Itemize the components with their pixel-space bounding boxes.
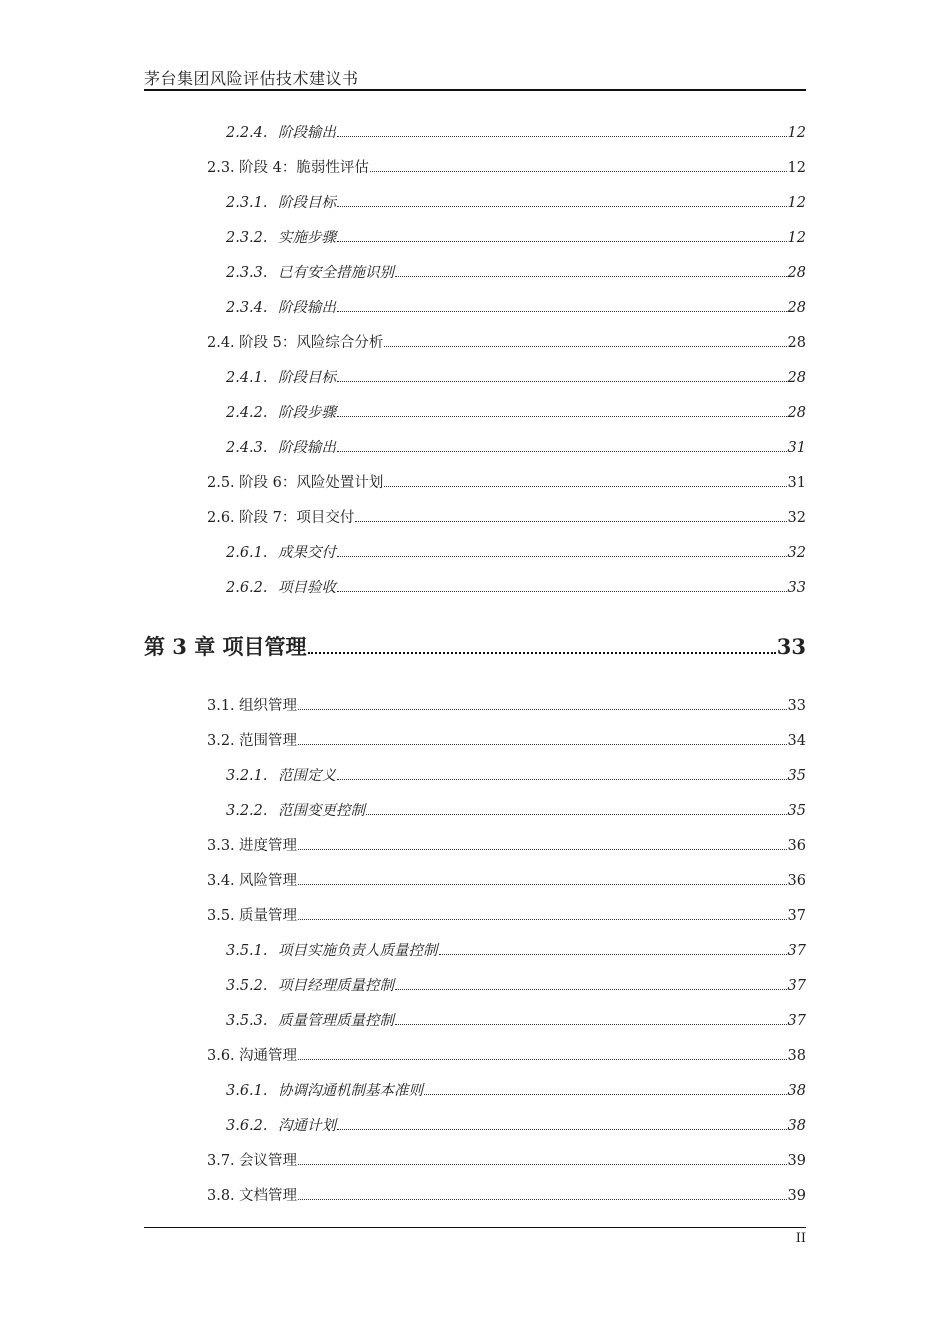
toc-entry-page: 34	[787, 733, 806, 749]
toc-entry-page: 28	[787, 405, 806, 421]
toc-entry-number: 3.2.	[207, 733, 235, 749]
toc-entry[interactable]	[226, 401, 806, 423]
toc-entry-title: 已有安全措施识别	[278, 265, 394, 281]
toc-entry[interactable]	[207, 904, 806, 926]
toc-entry-page: 39	[787, 1188, 806, 1204]
footer-rule	[144, 1227, 806, 1228]
toc-entry-title: 范围定义	[278, 768, 336, 784]
toc-entry-page: 32	[787, 510, 806, 526]
toc-entry-page: 36	[787, 873, 806, 889]
toc-entry-title: 阶段输出	[278, 125, 336, 141]
toc-dot-leader	[337, 1128, 787, 1130]
toc-dot-leader	[355, 520, 786, 522]
toc-entry[interactable]	[226, 1009, 806, 1031]
toc-entry-number: 2.3.3.	[226, 265, 268, 281]
toc-entry-page: 38	[787, 1048, 806, 1064]
toc-entry-title: 阶段步骤	[278, 405, 336, 421]
toc-dot-leader	[337, 380, 787, 382]
toc-dot-leader	[337, 310, 787, 312]
toc-entry-title: 阶段目标	[278, 370, 336, 386]
toc-entry-number: 3.5.2.	[226, 978, 268, 994]
toc-entry[interactable]	[207, 694, 806, 716]
toc-entry[interactable]	[207, 869, 806, 891]
toc-entry-title: 项目经理质量控制	[278, 978, 394, 994]
toc-entry[interactable]	[207, 1044, 806, 1066]
toc-dot-leader	[298, 918, 787, 920]
toc-entry-page: 28	[787, 265, 806, 281]
toc-entry-title: 质量管理	[239, 908, 297, 924]
toc-entry-number: 2.5.	[207, 475, 235, 491]
toc-entry-page: 28	[787, 335, 806, 351]
toc-entry-number: 2.4.2.	[226, 405, 268, 421]
toc-entry-title: 阶段输出	[278, 300, 336, 316]
toc-entry[interactable]	[226, 436, 806, 458]
toc-entry-title: 沟通计划	[278, 1118, 336, 1134]
toc-entry-page: 33	[787, 698, 806, 714]
toc-dot-leader	[384, 485, 786, 487]
toc-entry-title: 组织管理	[239, 698, 297, 714]
toc-entry-page: 33	[776, 634, 806, 659]
toc-dot-leader	[298, 848, 787, 850]
toc-entry-number: 3.4.	[207, 873, 235, 889]
toc-entry[interactable]	[207, 156, 806, 178]
toc-dot-leader	[298, 1163, 787, 1165]
toc-entry-title: 进度管理	[239, 838, 297, 854]
toc-dot-leader	[337, 555, 787, 557]
toc-entry[interactable]	[207, 331, 806, 353]
toc-entry-page: 28	[787, 300, 806, 316]
toc-dot-leader	[439, 953, 787, 955]
toc-dot-leader	[395, 988, 787, 990]
toc-entry[interactable]	[207, 834, 806, 856]
toc-entry-number: 3.1.	[207, 698, 235, 714]
toc-entry-title: 范围管理	[239, 733, 297, 749]
toc-entry-number: 2.4.	[207, 335, 235, 351]
toc-entry-title: 质量管理质量控制	[278, 1013, 394, 1029]
toc-dot-leader	[298, 883, 787, 885]
toc-dot-leader	[298, 743, 787, 745]
toc-entry-title: 文档管理	[239, 1188, 297, 1204]
toc-entry-number: 3.6.1.	[226, 1083, 268, 1099]
toc-chapter-entry[interactable]	[144, 631, 806, 661]
footer-page-number: II	[795, 1231, 806, 1246]
toc-entry[interactable]	[226, 541, 806, 563]
toc-entry[interactable]	[226, 1114, 806, 1136]
toc-dot-leader	[308, 651, 776, 654]
toc-dot-leader	[384, 345, 786, 347]
toc-entry-page: 38	[787, 1118, 806, 1134]
toc-entry-number: 2.4.1.	[226, 370, 268, 386]
toc-dot-leader	[366, 813, 787, 815]
toc-entry[interactable]	[226, 939, 806, 961]
toc-entry-page: 35	[787, 803, 806, 819]
toc-dot-leader	[298, 1058, 787, 1060]
header-rule	[144, 89, 806, 91]
toc-entry-page: 12	[787, 160, 806, 176]
toc-entry-title: 项目实施负责人质量控制	[278, 943, 438, 959]
toc-entry-title: 阶段 5：风险综合分析	[239, 335, 384, 351]
toc-dot-leader	[337, 778, 787, 780]
toc-entry-title: 协调沟通机制基本准则	[278, 1083, 423, 1099]
toc-entry-page: 32	[787, 545, 806, 561]
toc-entry-number: 2.4.3.	[226, 440, 268, 456]
toc-entry[interactable]	[226, 226, 806, 248]
toc-entry-number: 3.5.3.	[226, 1013, 268, 1029]
toc-entry-page: 36	[787, 838, 806, 854]
toc-dot-leader	[337, 415, 787, 417]
toc-entry-page: 28	[787, 370, 806, 386]
toc-entry-page: 33	[787, 580, 806, 596]
toc-entry-title: 实施步骤	[278, 230, 336, 246]
toc-entry-number: 2.3.	[207, 160, 235, 176]
toc-entry[interactable]	[226, 296, 806, 318]
toc-entry-page: 37	[787, 978, 806, 994]
toc-dot-leader	[337, 240, 787, 242]
toc-entry-number: 3.8.	[207, 1188, 235, 1204]
toc-dot-leader	[337, 590, 787, 592]
toc-entry[interactable]	[207, 1184, 806, 1206]
toc-dot-leader	[298, 1198, 787, 1200]
toc-entry-title: 阶段目标	[278, 195, 336, 211]
toc-entry-page: 12	[787, 230, 806, 246]
toc-entry-page: 38	[787, 1083, 806, 1099]
toc-entry-number: 2.6.	[207, 510, 235, 526]
toc-entry[interactable]	[207, 729, 806, 751]
toc-entry-number: 3.2.2.	[226, 803, 268, 819]
toc-entry-number: 2.6.1.	[226, 545, 268, 561]
toc-entry[interactable]	[207, 1149, 806, 1171]
toc-dot-leader	[370, 170, 787, 172]
toc-entry-page: 39	[787, 1153, 806, 1169]
toc-dot-leader	[337, 135, 787, 137]
toc-entry-number: 3.6.2.	[226, 1118, 268, 1134]
toc-entry-number: 2.6.2.	[226, 580, 268, 596]
toc-entry-title: 阶段输出	[278, 440, 336, 456]
toc-entry-number: 3.7.	[207, 1153, 235, 1169]
toc-entry[interactable]	[226, 764, 806, 786]
toc-entry-number: 3.5.1.	[226, 943, 268, 959]
toc-entry-page: 31	[787, 475, 806, 491]
toc-entry[interactable]	[207, 471, 806, 493]
toc-entry[interactable]	[226, 366, 806, 388]
toc-entry-page: 35	[787, 768, 806, 784]
toc-entry-title: 范围变更控制	[278, 803, 365, 819]
toc-entry[interactable]	[226, 799, 806, 821]
toc-dot-leader	[337, 450, 787, 452]
toc-entry-page: 31	[787, 440, 806, 456]
toc-entry-title: 项目验收	[278, 580, 336, 596]
toc-entry-title: 阶段 6：风险处置计划	[239, 475, 384, 491]
page-header-title: 茅台集团风险评估技术建议书	[144, 69, 359, 88]
toc-entry-number: 2.2.4.	[226, 125, 268, 141]
toc-entry-title: 阶段 7：项目交付	[239, 510, 355, 526]
toc-entry-title: 成果交付	[278, 545, 336, 561]
toc-entry[interactable]	[226, 261, 806, 283]
toc-entry[interactable]	[226, 121, 806, 143]
toc-entry-number: 3.5.	[207, 908, 235, 924]
toc-entry-title: 第 3 章 项目管理	[144, 634, 307, 659]
toc-entry-title: 沟通管理	[239, 1048, 297, 1064]
toc-entry-number: 3.3.	[207, 838, 235, 854]
toc-entry-number: 2.3.2.	[226, 230, 268, 246]
toc-entry-page: 37	[787, 943, 806, 959]
toc-dot-leader	[337, 205, 787, 207]
toc-entry-page: 37	[787, 1013, 806, 1029]
toc-dot-leader	[424, 1093, 787, 1095]
toc-entry[interactable]	[226, 191, 806, 213]
toc-entry-title: 风险管理	[239, 873, 297, 889]
toc-dot-leader	[395, 275, 787, 277]
toc-entry-title: 会议管理	[239, 1153, 297, 1169]
toc-entry[interactable]	[207, 506, 806, 528]
toc-entry[interactable]	[226, 974, 806, 996]
toc-entry[interactable]	[226, 1079, 806, 1101]
toc-entry-number: 2.3.1.	[226, 195, 268, 211]
toc-entry-page: 12	[787, 195, 806, 211]
toc-entry-number: 2.3.4.	[226, 300, 268, 316]
toc-dot-leader	[298, 708, 787, 710]
toc-dot-leader	[395, 1023, 787, 1025]
toc-entry-title: 阶段 4：脆弱性评估	[239, 160, 369, 176]
toc-entry-number: 3.6.	[207, 1048, 235, 1064]
toc-entry-page: 12	[787, 125, 806, 141]
toc-entry-page: 37	[787, 908, 806, 924]
toc-entry[interactable]	[226, 576, 806, 598]
toc-entry-number: 3.2.1.	[226, 768, 268, 784]
